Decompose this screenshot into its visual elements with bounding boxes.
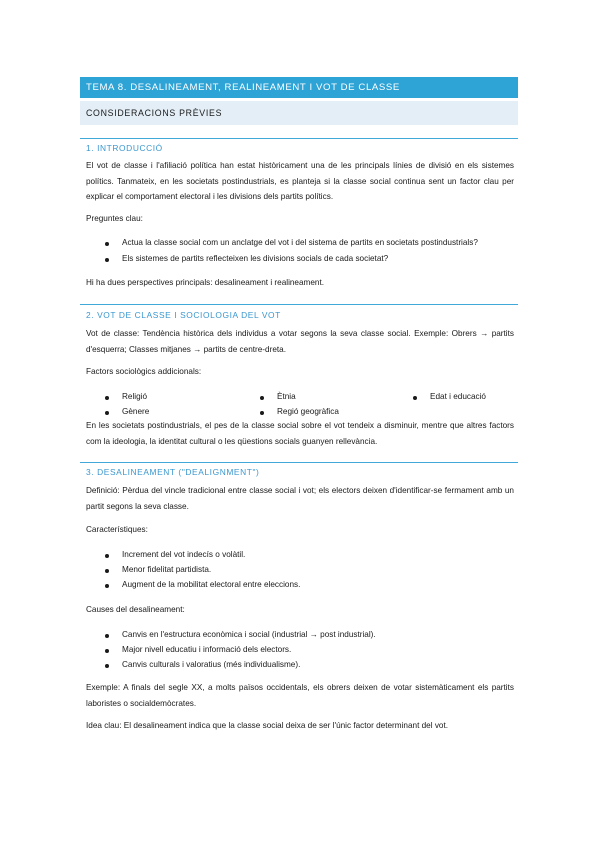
bullet-icon xyxy=(105,411,109,415)
key-questions-label: Preguntes clau: xyxy=(86,214,143,223)
section-divider xyxy=(80,138,518,139)
list-item: Els sistemes de partits reflecteixen les divisions socials de cada societat? xyxy=(122,254,389,263)
intro-closing: Hi ha dues perspectives principals: desalineament i realineament. xyxy=(86,278,325,287)
postindustrial-paragraph: En les societats postindustrials, el pes de la classe social sobre el vot tendeix a disminuir, mentre que altres factors com la ideologia, la identitat cultural o les qüestions socials guanyen rellevància. xyxy=(86,421,514,446)
bullet-icon xyxy=(413,396,417,400)
bullet-icon xyxy=(105,242,109,246)
bullet-icon xyxy=(105,258,109,262)
list-item: Canvis culturals i valoratius (més individualisme). xyxy=(122,660,301,669)
list-item: Menor fidelitat partidista. xyxy=(122,565,212,574)
bullet-icon xyxy=(260,411,264,415)
section-heading-vot-de-classe: 2. VOT DE CLASSE I SOCIOLOGIA DEL VOT xyxy=(86,310,281,320)
bullet-icon xyxy=(105,584,109,588)
example-paragraph: Exemple: A finals del segle XX, a molts països occidentals, els obrers deixen de votar sistemàticament els partits laboristes o socialdemòcrates. xyxy=(86,683,514,708)
factors-label: Factors sociològics addicionals: xyxy=(86,367,202,376)
list-item: Major nivell educatiu i informació dels electors. xyxy=(122,645,292,654)
bullet-icon xyxy=(260,396,264,400)
characteristics-label: Característiques: xyxy=(86,525,148,534)
causes-label: Causes del desalineament: xyxy=(86,605,185,614)
section-divider xyxy=(80,304,518,305)
list-item: Canvis en l'estructura econòmica i social (industrial → post industrial). xyxy=(122,630,376,639)
list-item: Ètnia xyxy=(277,392,296,401)
list-item: Actua la classe social com un anclatge del vot i del sistema de partits en societats postindustrials? xyxy=(122,238,478,247)
class-vote-paragraph: Vot de classe: Tendència històrica dels individus a votar segons la seva classe social. Exemple: Obrers → partits d'esquerra; Classes mitjanes → partits de centre-dreta. xyxy=(86,329,514,354)
intro-paragraph: El vot de classe i l'afiliació política han estat històricament una de les principals línies de divisió en els sistemes polítics. Tanmateix, en les societats postindustrials, es planteja si la classe social continua sent un factor clau per explicar el comportament electoral i les divisions dels partits polítics. xyxy=(86,161,514,201)
list-item: Religió xyxy=(122,392,148,401)
list-item: Gènere xyxy=(122,407,150,416)
section-heading-introduccio: 1. INTRODUCCIÓ xyxy=(86,143,163,153)
bullet-icon xyxy=(105,396,109,400)
document-title: TEMA 8. DESALINEAMENT, REALINEAMENT I VOT DE CLASSE xyxy=(80,77,518,98)
list-item: Regió geogràfica xyxy=(277,407,339,416)
bullet-icon xyxy=(105,569,109,573)
section-subtitle: CONSIDERACIONS PRÈVIES xyxy=(80,101,518,125)
section-divider xyxy=(80,462,518,463)
list-item: Augment de la mobilitat electoral entre eleccions. xyxy=(122,580,301,589)
bullet-icon xyxy=(105,649,109,653)
key-idea: Idea clau: El desalineament indica que la classe social deixa de ser l'únic factor determinant del vot. xyxy=(86,721,449,730)
bullet-icon xyxy=(105,634,109,638)
list-item: Edat i educació xyxy=(430,392,486,401)
bullet-icon xyxy=(105,664,109,668)
section-heading-desalineament: 3. DESALINEAMENT ("DEALIGNMENT") xyxy=(86,467,260,477)
list-item: Increment del vot indecís o volàtil. xyxy=(122,550,246,559)
definition-paragraph: Definició: Pèrdua del vincle tradicional entre classe social i vot; els electors deixen d'identificar-se fermament amb un partit segons la seva classe. xyxy=(86,486,514,511)
bullet-icon xyxy=(105,554,109,558)
